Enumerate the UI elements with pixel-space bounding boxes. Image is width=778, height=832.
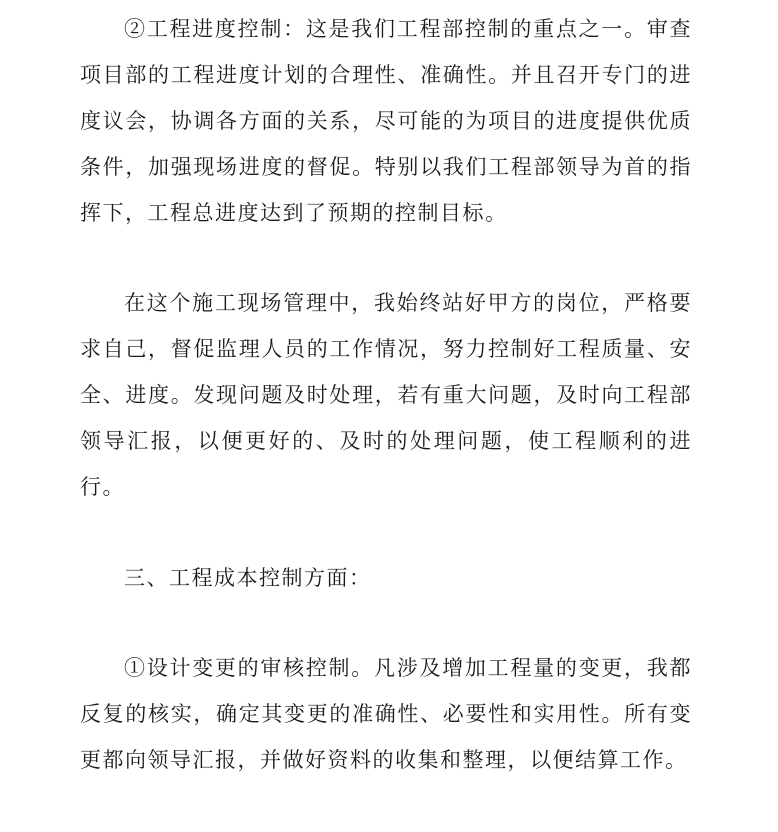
paragraph-schedule-control: ②工程进度控制：这是我们工程部控制的重点之一。审查项目部的工程进度计划的合理性、准确性。并且召开专门的进度议会，协调各方面的关系，尽可能的为项目的进度提供优质条件，加强现场进度的督促。特别以我们工程部领导为首的指挥下，工程总进度达到了预期的控制目标。 bbox=[80, 17, 692, 225]
section-heading-cost-control: 三、工程成本控制方面： bbox=[124, 566, 372, 590]
paragraph-design-change-review: ①设计变更的审核控制。凡涉及增加工程量的变更，我都反复的核实，确定其变更的准确性、必要性和实用性。所有变更都向领导汇报，并做好资料的收集和整理，以便结算工作。 bbox=[80, 656, 692, 772]
paragraph-site-management: 在这个施工现场管理中，我始终站好甲方的岗位，严格要求自己，督促监理人员的工作情况，努力控制好工程质量、安全、进度。发现问题及时处理，若有重大问题，及时向工程部领导汇报，以便更好的、及时的处理问题，使工程顺利的进行。 bbox=[80, 291, 692, 499]
